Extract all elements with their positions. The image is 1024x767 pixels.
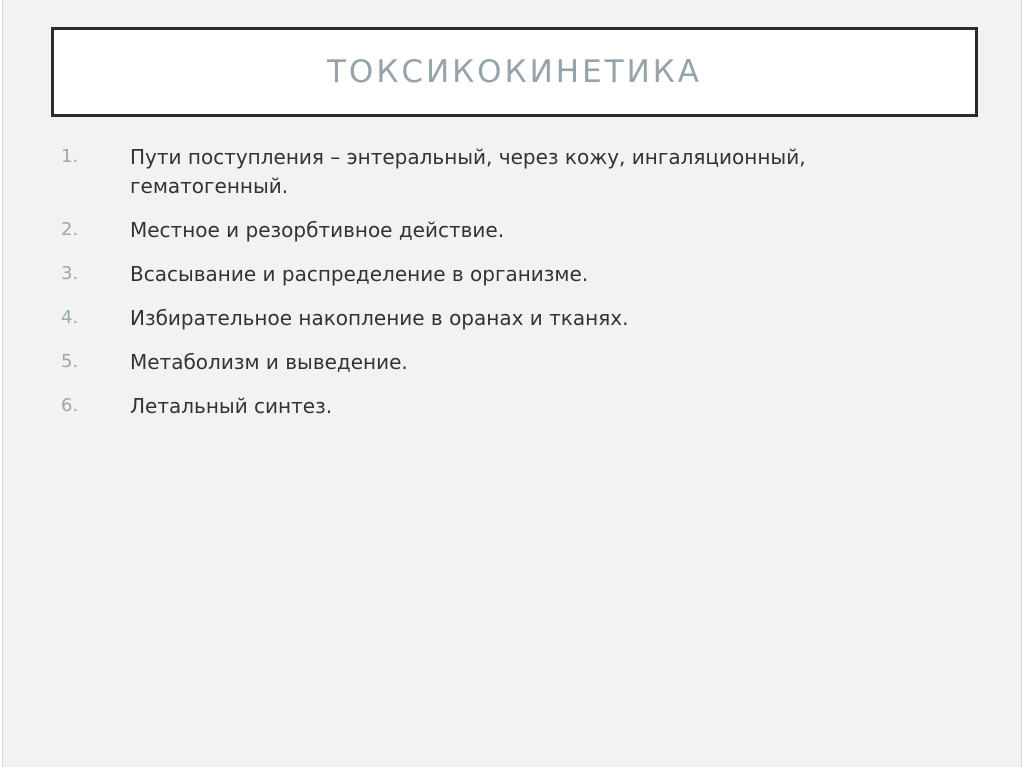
list-item-text: Избирательное накопление в оранах и тканях. [130, 306, 629, 330]
title-box [51, 27, 978, 117]
list-item-number: 1. [61, 146, 79, 167]
slide-title: ТОКСИКОКИНЕТИКА [326, 54, 703, 90]
content-list [3, 143, 1023, 436]
list-item [3, 260, 1023, 289]
list-item-text: Летальный синтез. [130, 394, 333, 418]
list-item-number: 6. [61, 395, 79, 416]
list-item-number: 5. [61, 351, 79, 372]
list-item-number: 4. [61, 307, 79, 328]
slide [2, 0, 1022, 767]
list-item-text: Метаболизм и выведение. [130, 350, 408, 374]
list-item [3, 143, 1023, 201]
list-item [3, 304, 1023, 333]
list-item-text: Всасывание и распределение в организме. [130, 262, 589, 286]
list-item [3, 392, 1023, 421]
list-item-text: Местное и резорбтивное действие. [130, 218, 505, 242]
list-item [3, 348, 1023, 377]
list-item [3, 216, 1023, 245]
list-item-text: Пути поступления – энтеральный, через кожу, ингаляционный, гематогенный. [130, 145, 806, 198]
list-item-number: 2. [61, 219, 79, 240]
list-item-number: 3. [61, 263, 79, 284]
